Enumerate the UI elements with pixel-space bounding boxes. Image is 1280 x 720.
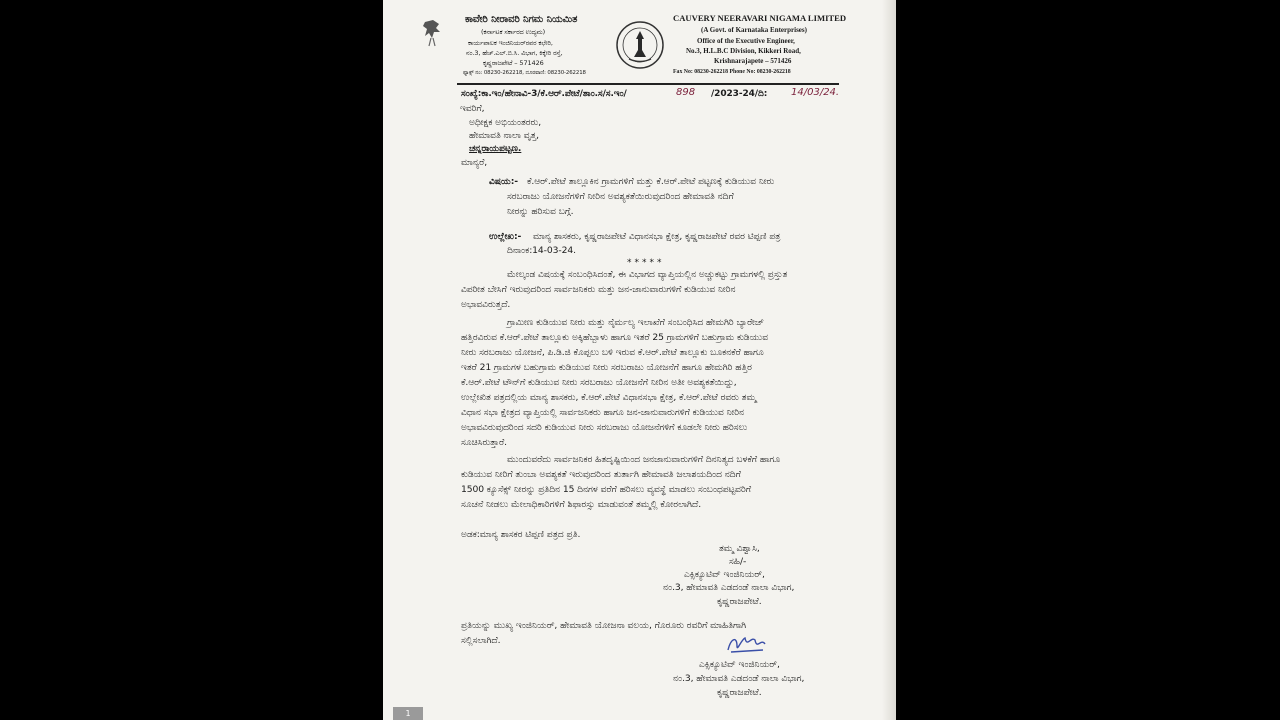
corporation-seal-icon: [615, 20, 665, 70]
letterhead-kn-place: ಕೃಷ್ಣರಾಜಪೇಟೆ – 571426: [483, 59, 544, 67]
letterhead-divider: [457, 83, 839, 85]
body-p3-line1: ಮುಂದುವರೆದು ಸಾರ್ವಜನಿಕರ ಹಿತದೃಷ್ಟಿಯಿಂದ ಜನಜಾನುವಾರುಗಳಿಗೆ ದಿನನಿತ್ಯದ ಬಳಕೆಗೆ ಹಾಗೂ: [507, 454, 781, 465]
reference-number-handwritten: 898: [676, 87, 696, 98]
salutation: ಮಾನ್ಯರೆ,: [461, 157, 488, 168]
kannada-emblem-icon: [421, 18, 443, 48]
ref-note-line2: ದಿನಾಂಕ:14-03-24.: [507, 245, 576, 256]
body-p1-line2: ವಿಪರೀತ ಬೇಸಿಗೆ ಇರುವುದರಿಂದ ಸಾರ್ವಜನಿಕರು ಮತ್ತು ಜನ-ಜಾನುವಾರುಗಳಿಗೆ ಕುಡಿಯುವ ನೀರಿನ: [461, 284, 736, 295]
address-line3: ಚನ್ನರಾಯಪಟ್ಟಣ.: [469, 143, 522, 154]
reference-number: ಸಂಖ್ಯೆ:ಕಾ.ಇಂ/ಹೇನಾವಿ-3/ಕೆ.ಆರ್.ಪೇಟೆ/ತಾಂ.ಸ/ಸ.ಇಂ/: [461, 89, 627, 99]
copy-line1: ಪ್ರತಿಯನ್ನು ಮುಖ್ಯ ಇಂಜಿನಿಯರ್, ಹೇಮಾವತಿ ಯೋಜನಾ ವಲಯ, ಗೊರೂರು ರವರಿಗೆ ಮಾಹಿತಿಗಾಗಿ: [461, 620, 747, 631]
letterhead-kn-govt: (ಕರ್ನಾಟಕ ಸರ್ಕಾರದ ಉದ್ಯಮ): [481, 28, 546, 36]
body-p2-line2: ಹತ್ತಿರವಿರುವ ಕೆ.ಆರ್.ಪೇಟೆ ತಾಲ್ಲೂಕು ಅಕ್ಕಿಹೆಬ್ಬಾಳು ಹಾಗೂ ಇತರೆ 25 ಗ್ರಾಮಗಳಿಗೆ ಬಹುಗ್ರಾಮ ಕುಡಿಯುವ: [461, 332, 769, 343]
letterhead-en-fax: Fax No: 08230-262218 Phone No: 08230-262218: [673, 69, 791, 75]
body-p2-line9: ಸೂಚಿಸಿರುತ್ತಾರೆ.: [461, 437, 507, 448]
letter-page: [383, 0, 896, 720]
ref-note-line1: ಮಾನ್ಯ ಶಾಸಕರು, ಕೃಷ್ಣರಾಜಪೇಟೆ ವಿಧಾನಸಭಾ ಕ್ಷೇತ್ರ, ಕೃಷ್ಣರಾಜಪೇಟೆ ರವರ ಟಿಪ್ಪಣಿ ಪತ್ರ: [533, 231, 781, 242]
body-p2-line4: ಇತರೆ 21 ಗ್ರಾಮಗಳ ಬಹುಗ್ರಾಮ ಕುಡಿಯುವ ನೀರು ಸರಬರಾಜು ಯೋಜನೆಗೆ ಹಾಗೂ ಹೇಮಗಿರಿ ಹತ್ತಿರ: [461, 362, 752, 373]
address-to: ಇವರಿಗೆ,: [460, 103, 485, 114]
letterhead-kn-fax: ಫ್ಯಾಕ್ಸ್ ನಂ: 08230-262218, ದೂರವಾಣಿ: 08230-262218: [463, 70, 586, 76]
subject-line2: ಸರಬರಾಜು ಯೋಜನೆಗಳಿಗೆ ನೀರಿನ ಅವಶ್ಯಕತೆಯಿರುವುದರಿಂದ ಹೇಮಾವತಿ ನದಿಗೆ: [507, 191, 734, 202]
closing-yours: ತಮ್ಮ ವಿಶ್ವಾಸಿ,: [719, 543, 760, 554]
page-number-badge: 1: [393, 707, 423, 720]
letterhead-en-place: Krishnarajapete – 571426: [714, 57, 792, 65]
reference-date-handwritten: 14/03/24.: [791, 87, 840, 98]
paper-edge-shadow: [882, 0, 896, 720]
ref-note-label: ಉಲ್ಲೇಖ:-: [489, 231, 522, 242]
closing-title: ಎಕ್ಸಿಕ್ಯೂಟಿವ್ ಇಂಜಿನಿಯರ್,: [684, 569, 765, 580]
body-p2-line7: ವಿಧಾನ ಸಭಾ ಕ್ಷೇತ್ರದ ವ್ಯಾಪ್ತಿಯಲ್ಲಿ ಸಾರ್ವಜನಿಕರು ಹಾಗೂ ಜನ-ಜಾನುವಾರುಗಳಿಗೆ ಕುಡಿಯುವ ನೀರಿನ: [461, 407, 745, 418]
body-p2-line8: ಅಭಾವವಿರುವುದರಿಂದ ಸದರಿ ಕುಡಿಯುವ ನೀರು ಸರಬರಾಜು ಯೋಜನೆಗಳಿಗೆ ಕೂಡಲೇ ನೀರು ಹರಿಸಲು: [461, 422, 748, 433]
reference-year: /2023-24/ದಿ:: [711, 89, 768, 99]
body-p2-line6: ಉಲ್ಲೇಖಿತ ಪತ್ರದಲ್ಲಿಯ ಮಾನ್ಯ ಶಾಸಕರು, ಕೆ.ಆರ್.ಪೇಟೆ ವಿಧಾನಸಭಾ ಕ್ಷೇತ್ರ, ಕೆ.ಆರ್.ಪೇಟೆ ರವರು ತಮ್ಮ: [461, 392, 757, 403]
address-line2: ಹೇಮಾವತಿ ನಾಲಾ ವೃತ್ತ,: [469, 130, 539, 141]
subject-label: ವಿಷಯ:-: [489, 176, 519, 187]
closing-signed: ಸಹಿ/-: [729, 556, 747, 567]
closing-division: ನಂ.3, ಹೇಮಾವತಿ ಎಡದಂಡೆ ನಾಲಾ ವಿಭಾಗ,: [663, 582, 795, 593]
letterhead-kn-division: ನಂ.3, ಹೆಚ್.ಎಲ್.ಬಿ.ಸಿ. ವಿಭಾಗ, ಕಿಕ್ಕೇರಿ ರಸ್ತೆ,: [466, 49, 563, 57]
body-p1-line1: ಮೇಲ್ಕಂಡ ವಿಷಯಕ್ಕೆ ಸಂಬಂಧಿಸಿದಂತೆ, ಈ ವಿಭಾಗದ ವ್ಯಾಪ್ತಿಯಲ್ಲಿನ ಅಚ್ಚುಕಟ್ಟು ಗ್ರಾಮಗಳಲ್ಲಿ ಪ್ರಸ್ತುತ: [507, 269, 788, 280]
letterhead-kn-office: ಕಾರ್ಯಪಾಲಕ ಇಂಜಿನಿಯರ್‌ರವರ ಕಛೇರಿ,: [468, 39, 553, 47]
letterhead-en-division: No.3, H.L.B.C Division, Kikkeri Road,: [686, 47, 801, 55]
letterhead-kn-org: ಕಾವೇರಿ ನೀರಾವರಿ ನಿಗಮ ನಿಯಮಿತ: [465, 14, 578, 25]
signature-mark: [725, 632, 769, 658]
body-p1-line3: ಅಭಾವವಿರುತ್ತದೆ.: [461, 299, 511, 310]
body-p2-line3: ನೀರು ಸರಬರಾಜು ಯೋಜನೆ, ಪಿ.ಡಿ.ಜಿ ಕೊಪ್ಪಲು ಬಳಿ ಇರುವ ಕೆ.ಆರ್.ಪೇಟೆ ತಾಲ್ಲೂಕು ಬೂಕನಕೆರೆ ಹಾಗೂ: [461, 347, 764, 358]
final-sign-title: ಎಕ್ಸಿಕ್ಯೂಟಿವ್ ಇಂಜಿನಿಯರ್,: [699, 659, 780, 670]
body-p2-line1: ಗ್ರಾಮೀಣ ಕುಡಿಯುವ ನೀರು ಮತ್ತು ನೈರ್ಮಲ್ಯ ಇಲಾಖೆಗೆ ಸಂಬಂಧಿಸಿದ ಹೇಮಗಿರಿ ಬ್ಯಾರೇಜ್: [507, 317, 764, 328]
copy-line2: ಸಲ್ಲಿಸಲಾಗಿದೆ.: [461, 635, 501, 646]
body-p3-line4: ಸೂಚನೆ ನೀಡಲು ಮೇಲಾಧಿಕಾರಿಗಳಿಗೆ ಶಿಫಾರಸ್ಸು ಮಾಡುವಂತೆ ತಮ್ಮಲ್ಲಿ ಕೋರಲಾಗಿದೆ.: [461, 499, 702, 510]
subject-line1: ಕೆ.ಆರ್.ಪೇಟೆ ತಾಲ್ಲೂಕಿನ ಗ್ರಾಮಗಳಿಗೆ ಮತ್ತು ಕೆ.ಆರ್.ಪೇಟೆ ಪಟ್ಟಣಕ್ಕೆ ಕುಡಿಯುವ ನೀರು: [527, 176, 775, 187]
body-p3-line2: ಕುಡಿಯುವ ನೀರಿಗೆ ತುಂಬಾ ಅವಶ್ಯಕತೆ ಇರುವುದರಿಂದ ತುರ್ತಾಗಿ ಹೇಮಾವತಿ ಜಲಾಶಯದಿಂದ ನದಿಗೆ: [461, 469, 741, 480]
enclosure: ಅಡಕ:ಮಾನ್ಯ ಶಾಸಕರ ಟಿಪ್ಪಣಿ ಪತ್ರದ ಪ್ರತಿ.: [461, 529, 581, 540]
address-line1: ಅಧೀಕ್ಷಕ ಅಭಿಯಂತರರು,: [469, 117, 542, 128]
separator-stars: *****: [627, 258, 665, 268]
letterhead-en-org: CAUVERY NEERAVARI NIGAMA LIMITED: [673, 13, 847, 23]
closing-place: ಕೃಷ್ಣರಾಜಪೇಟೆ.: [717, 596, 762, 607]
final-sign-place: ಕೃಷ್ಣರಾಜಪೇಟೆ.: [717, 687, 762, 698]
subject-line3: ನೀರನ್ನು ಹರಿಸುವ ಬಗ್ಗೆ.: [507, 206, 574, 217]
body-p2-line5: ಕೆ.ಆರ್.ಪೇಟೆ ಟೌನ್‌ಗೆ ಕುಡಿಯುವ ನೀರು ಸರಬರಾಜು ಯೋಜನೆಗೆ ನೀರಿನ ಅತೀ ಅವಶ್ಯಕತೆಯಿದ್ದು,: [461, 377, 737, 388]
body-p3-line3: 1500 ಕ್ಯೂಸೆಕ್ಸ್ ನೀರನ್ನು ಪ್ರತಿದಿನ 15 ದಿನಗಳ ವರೆಗೆ ಹರಿಸಲು ವ್ಯವಸ್ಥೆ ಮಾಡಲು ಸಂಬಂಧಪಟ್ಟವರಿಗೆ: [461, 484, 751, 495]
final-sign-division: ನಂ.3, ಹೇಮಾವತಿ ಎಡದಂಡೆ ನಾಲಾ ವಿಭಾಗ,: [673, 673, 805, 684]
letterhead-en-govt: (A Govt. of Karnataka Enterprises): [701, 26, 807, 34]
letterhead-en-office: Office of the Executive Engineer,: [697, 37, 795, 45]
